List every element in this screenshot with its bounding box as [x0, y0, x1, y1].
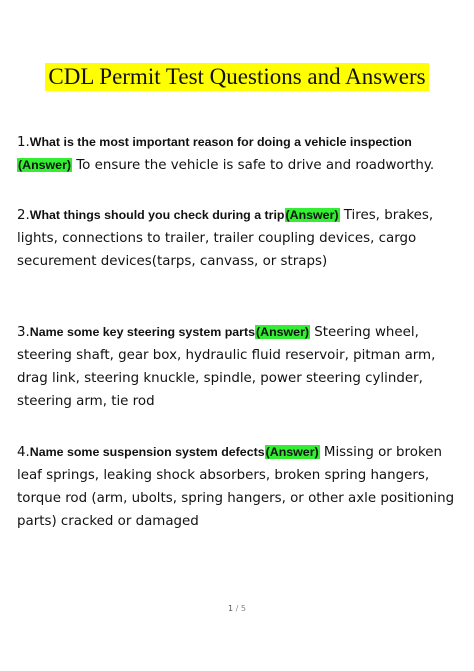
- question-number: 2.: [17, 208, 30, 223]
- question-text: Name some suspension system defects: [29, 445, 265, 459]
- title-container: [0, 63, 474, 91]
- page-indicator: [0, 604, 474, 613]
- question-number: 3.: [17, 325, 30, 340]
- question-text: What is the most important reason for doing a vehicle inspection: [29, 135, 412, 149]
- answer-text: Steering wheel, steering shaft, gear box, hydraulic fluid reservoir, pitman arm, drag link, steering knuckle, spindle, power steering cylinder, steering arm, tie rod: [17, 325, 436, 409]
- qa-item-2: [17, 204, 462, 273]
- question-text: Name some key steering system parts: [29, 325, 255, 339]
- document-title: CDL Permit Test Questions and Answers: [45, 63, 428, 91]
- question-number: 1.: [17, 135, 30, 150]
- page-total: 5: [240, 604, 246, 613]
- answer-label: (Answer): [285, 208, 339, 222]
- answer-text: Tires, brakes, lights, connections to trailer, trailer coupling devices, cargo securement devices(tarps, canvass, or straps): [17, 208, 434, 269]
- page-separator: /: [233, 604, 241, 613]
- answer-text: Missing or broken leaf springs, leaking shock absorbers, broken spring hangers, torque rod (arm, ubolts, spring hangers, or other axle positioning parts) cracked or damaged: [17, 445, 455, 529]
- answer-label: (Answer): [18, 158, 72, 172]
- qa-item-4: [17, 441, 462, 533]
- answer-label: (Answer): [265, 445, 319, 459]
- answer-label: (Answer): [256, 325, 310, 339]
- answer-text: To ensure the vehicle is safe to drive and roadworthy.: [72, 158, 435, 173]
- question-text: What things should you check during a trip: [29, 208, 285, 222]
- qa-item-1: [17, 131, 462, 177]
- question-number: 4.: [17, 445, 30, 460]
- qa-item-3: [17, 321, 462, 413]
- page-current: 1: [228, 604, 234, 613]
